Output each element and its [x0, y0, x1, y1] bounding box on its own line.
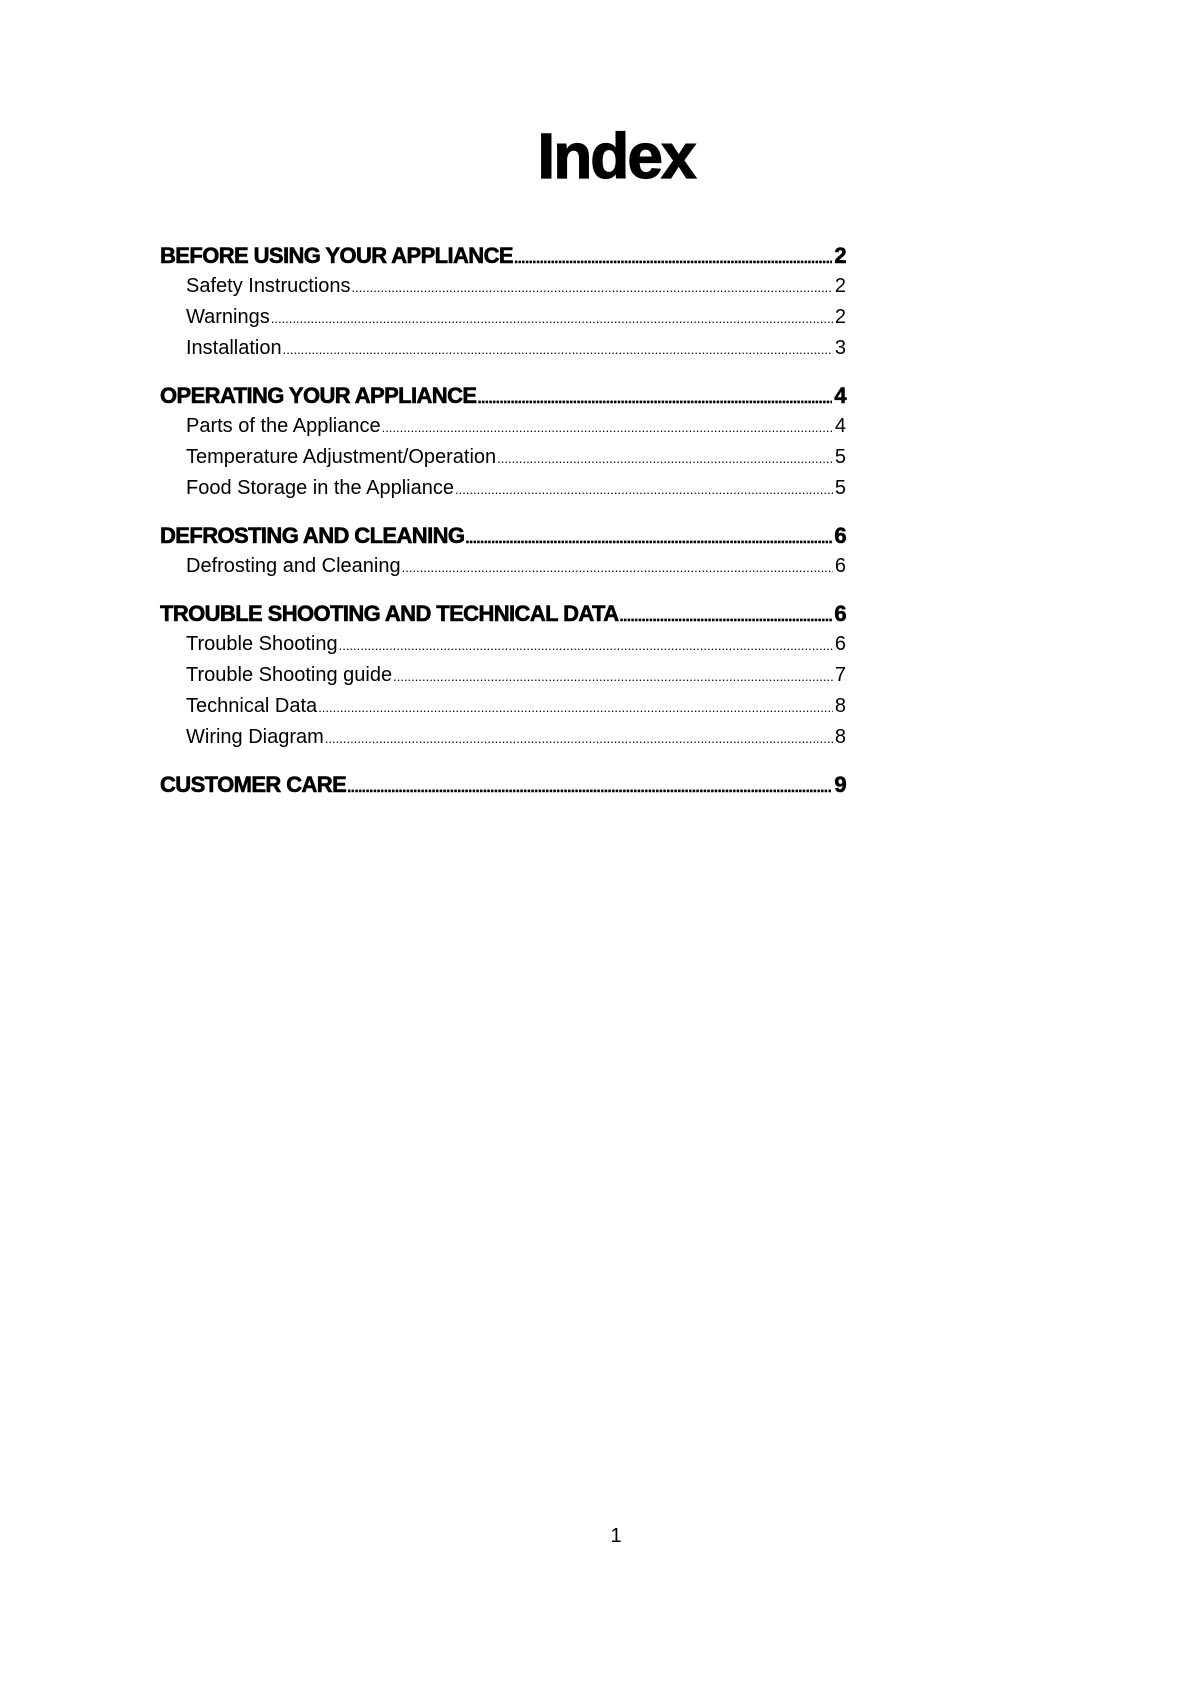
toc-entry[interactable] — [160, 551, 846, 582]
dot-leader — [402, 552, 833, 583]
toc-heading[interactable] — [160, 521, 846, 551]
toc-entry-page: 6 — [834, 555, 846, 577]
toc-entry[interactable] — [160, 473, 846, 504]
dot-leader — [514, 244, 832, 274]
toc-entry[interactable] — [160, 691, 846, 722]
dot-leader — [347, 773, 832, 803]
toc-entry-page: 4 — [834, 415, 846, 437]
toc-entry-label: Temperature Adjustment/Operation — [186, 446, 497, 468]
toc-heading-page: 2 — [834, 243, 846, 268]
page-title: Index — [537, 120, 695, 192]
toc-entry[interactable] — [160, 722, 846, 753]
toc-entry-page: 8 — [834, 695, 846, 717]
toc-section-defrosting — [160, 521, 846, 582]
page-number: 1 — [610, 1525, 622, 1547]
toc-heading-page: 4 — [834, 383, 846, 408]
toc-entry-page: 2 — [834, 275, 846, 297]
toc-entry-label: Installation — [186, 337, 282, 359]
toc-heading[interactable] — [160, 241, 846, 271]
dot-leader — [283, 334, 833, 365]
toc-entry-page: 6 — [834, 633, 846, 655]
toc-section-customer-care — [160, 770, 846, 800]
dot-leader — [382, 412, 833, 443]
toc-heading-label: CUSTOMER CARE — [160, 772, 347, 797]
toc-entry-label: Wiring Diagram — [186, 726, 324, 748]
toc-entry-label: Defrosting and Cleaning — [186, 555, 401, 577]
toc-entry-label: Warnings — [186, 306, 270, 328]
toc-entry-page: 5 — [834, 477, 846, 499]
dot-leader — [339, 630, 833, 661]
toc-entry-page: 5 — [834, 446, 846, 468]
dot-leader — [455, 474, 833, 505]
toc-entry-page: 8 — [834, 726, 846, 748]
dot-leader — [352, 272, 833, 303]
dot-leader — [620, 602, 833, 632]
toc-heading-page: 9 — [834, 772, 846, 797]
toc-entry[interactable] — [160, 271, 846, 302]
toc-entry-label: Parts of the Appliance — [186, 415, 381, 437]
toc-entry[interactable] — [160, 333, 846, 364]
toc-heading[interactable] — [160, 599, 846, 629]
dot-leader — [325, 723, 833, 754]
toc-entry-page: 2 — [834, 306, 846, 328]
toc-entry-label: Food Storage in the Appliance — [186, 477, 454, 499]
toc-section-before-using — [160, 241, 846, 364]
toc-entry-page: 7 — [834, 664, 846, 686]
dot-leader — [271, 303, 833, 334]
toc-heading[interactable] — [160, 770, 846, 800]
toc-section-operating — [160, 381, 846, 504]
dot-leader — [465, 524, 832, 554]
toc-section-trouble-shooting — [160, 599, 846, 753]
toc-heading-label: DEFROSTING AND CLEANING — [160, 523, 465, 548]
toc-heading-label: OPERATING YOUR APPLIANCE — [160, 383, 477, 408]
toc-heading-label: TROUBLE SHOOTING AND TECHNICAL DATA — [160, 601, 619, 626]
toc-heading-page: 6 — [834, 601, 846, 626]
toc-entry[interactable] — [160, 302, 846, 333]
table-of-contents — [160, 241, 846, 800]
toc-entry[interactable] — [160, 660, 846, 691]
toc-heading[interactable] — [160, 381, 846, 411]
dot-leader — [318, 692, 833, 723]
toc-entry-label: Trouble Shooting — [186, 633, 338, 655]
toc-entry[interactable] — [160, 442, 846, 473]
toc-entry[interactable] — [160, 629, 846, 660]
toc-heading-label: BEFORE USING YOUR APPLIANCE — [160, 243, 513, 268]
toc-entry-page: 3 — [834, 337, 846, 359]
toc-entry-label: Safety Instructions — [186, 275, 351, 297]
toc-entry-label: Trouble Shooting guide — [186, 664, 393, 686]
dot-leader — [497, 443, 833, 474]
toc-entry-label: Technical Data — [186, 695, 318, 717]
toc-heading-page: 6 — [834, 523, 846, 548]
toc-entry[interactable] — [160, 411, 846, 442]
dot-leader — [393, 661, 833, 692]
dot-leader — [477, 384, 832, 414]
